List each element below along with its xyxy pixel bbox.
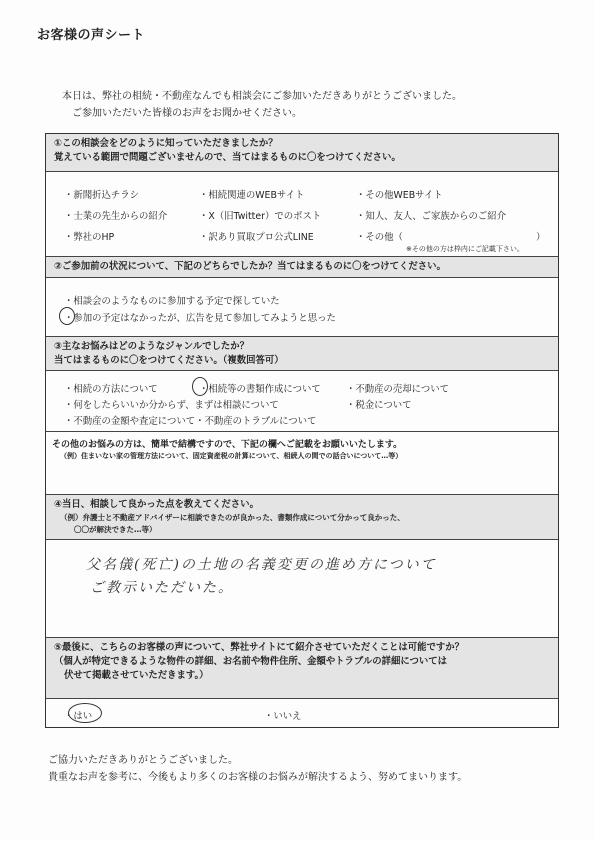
outro-line-1: ご協力いただきありがとうございました。 <box>48 755 238 766</box>
q1-other-note: ※その他の方は枠内にご記載下さい。 <box>406 245 524 253</box>
q1-option-x-post[interactable]: ・X（旧Twitter）でのポスト <box>199 211 322 222</box>
q3-other-example: （例）住まいない家の管理方法について、固定資産税の計算について、相続人の間での話合いについて…等） <box>60 452 403 460</box>
q1-question: ①この相談会をどのように知っていただきましたか？ <box>54 138 278 149</box>
q4-example-2: 〇〇が解決できた…等） <box>74 525 157 534</box>
q4-handwritten-answer-1: 父名儀(死亡)の土地の名義変更の進め方について <box>86 557 437 573</box>
q3-selection-circle <box>192 377 208 396</box>
q4-question: ④当日、相談して良かった点を教えてください。 <box>54 499 259 510</box>
outro-line-2: 貴重なお声を参考に、今後もより多くのお客様のお悩みが解決するよう、努めてまいります。 <box>48 772 468 783</box>
q5-question: ⑤最後に、こちらのお客様の声について、弊社サイトにて紹介させていただくことは可能ですか？ <box>54 642 465 653</box>
intro-line-1: 本日は、弊社の相続・不動産なんでも相談会にご参加いただきありがとうございました。 <box>62 91 462 102</box>
q3-option-method[interactable]: ・相続の方法について <box>64 384 158 395</box>
q5-detail-2: 伏せて掲載させていただきます。） <box>64 670 209 681</box>
q1-option-acquaintance[interactable]: ・知人、友人、ご家族からのご紹介 <box>356 211 507 222</box>
q3-other-title: その他のお悩みの方は、簡単で結構ですので、下記の欄へご記載をお願いいたします。 <box>52 440 403 450</box>
q2-option-ad[interactable]: ・参加の予定はなかったが、広告を見て参加してみようと思った <box>64 313 336 324</box>
q1-instruction: 覚えている範囲で問題ございませんので、当てはまるものに〇をつけてください。 <box>54 152 401 163</box>
intro-line-2: ご参加いただいた皆様のお声をお聞かせください。 <box>72 108 302 119</box>
page-title: お客様の声シート <box>37 28 146 43</box>
q3-option-appraisal[interactable]: ・不動産の金額や査定について・不動産のトラブルについて <box>64 416 317 427</box>
q1-other-close-paren: ） <box>536 232 546 243</box>
q3-instruction: 当てはまるものに〇をつけてください。（複数回答可） <box>54 355 284 366</box>
q5-option-yes[interactable]: ・はい <box>64 711 93 722</box>
q1-option-professional[interactable]: ・士業の先生からの紹介 <box>64 211 168 222</box>
q3-option-documents[interactable]: ・相続等の書類作成について <box>199 384 321 395</box>
q3-option-consult[interactable]: ・何をしたらいいか分からず、まずは相談について <box>64 400 279 411</box>
q1-option-company-hp[interactable]: ・弊社のHP <box>64 232 115 243</box>
q5-header <box>46 637 558 699</box>
q3-option-tax[interactable]: ・税金について <box>346 400 412 411</box>
q1-option-other[interactable]: ・その他（ <box>356 232 403 243</box>
q3-option-sale[interactable]: ・不動産の売却について <box>346 384 449 395</box>
q1-option-other-web[interactable]: ・その他WEBサイト <box>356 190 443 201</box>
q4-example-1: （例）弁護士と不動産アドバイザーに相談できたのが良かった、書類作成について分かって良かった、 <box>60 513 405 522</box>
q2-option-planned[interactable]: ・相談会のようなものに参加する予定で探していた <box>64 296 280 307</box>
q1-header <box>46 134 558 172</box>
q5-option-no[interactable]: ・いいえ <box>264 711 302 722</box>
q3-header <box>46 336 558 371</box>
survey-form <box>45 133 559 728</box>
q2-selection-circle <box>59 307 75 325</box>
q1-option-line[interactable]: ・訳あり買取プロ公式LINE <box>199 232 314 243</box>
q4-handwritten-answer-2: ご教示いただいた。 <box>90 580 234 596</box>
q2-header: ②ご参加前の状況について、下記のどちらでしたか？当てはまるものに〇をつけてください。 <box>46 256 558 278</box>
q5-detail-1: （個人が特定できるような物件の詳細、お名前や物件住所、金額やトラブルの詳細については <box>54 656 448 667</box>
q1-option-inheritance-web[interactable]: ・相続関連のWEBサイト <box>199 190 305 201</box>
q3-divider <box>46 431 558 432</box>
q3-question: ③主なお悩みはどのようなジャンルでしたか？ <box>54 341 250 352</box>
q4-header <box>46 494 558 540</box>
q1-option-newspaper[interactable]: ・新聞折込チラシ <box>64 190 140 201</box>
q5-selection-circle <box>68 703 102 723</box>
